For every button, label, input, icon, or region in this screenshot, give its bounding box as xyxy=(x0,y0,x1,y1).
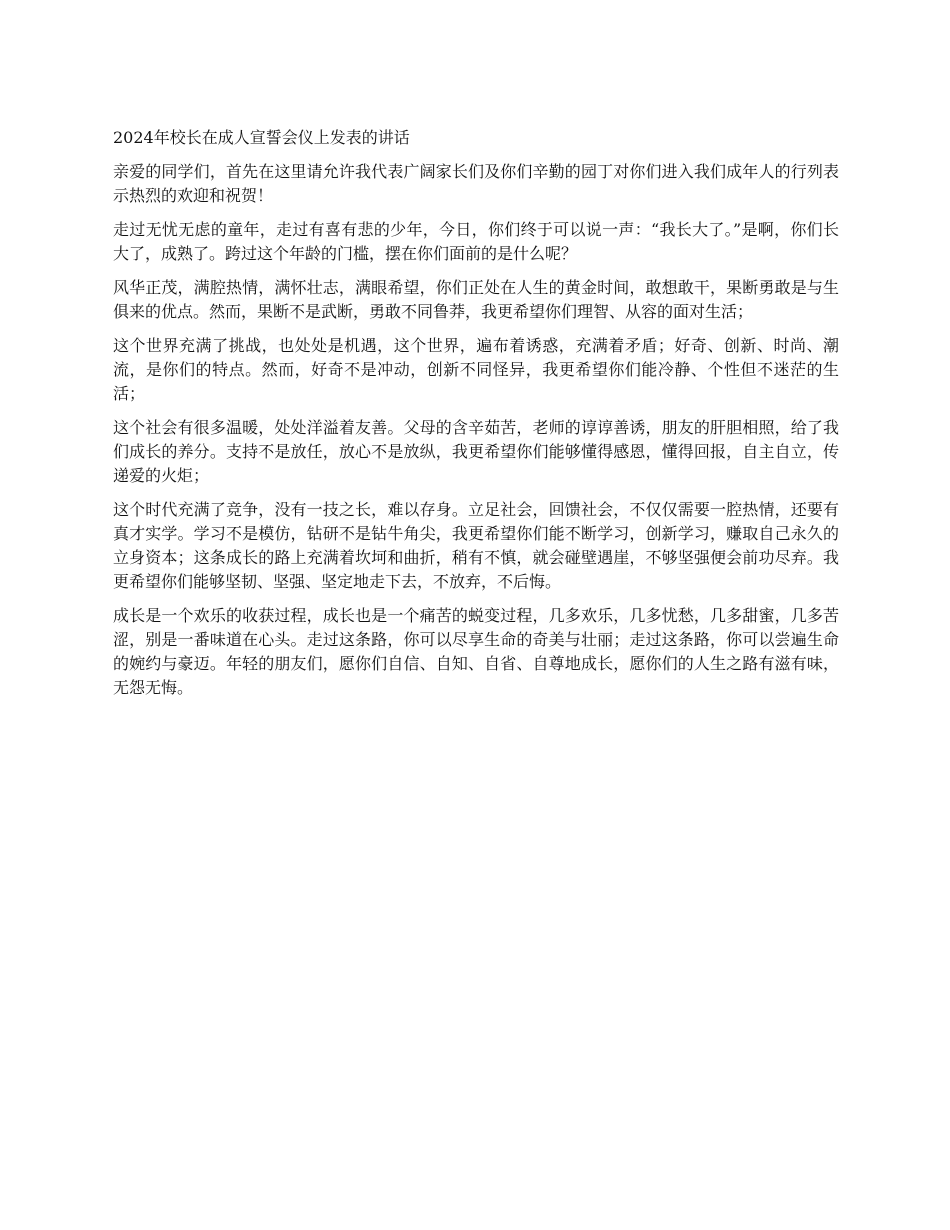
document-title: 2024年校长在成人宣誓会仪上发表的讲话 xyxy=(113,128,410,147)
paragraph-world: 这个世界充满了挑战，也处处是机遇，这个世界，遍布着诱惑，充满着矛盾；好奇、创新、时尚、潮流，是你们的特点。然而，好奇不是冲动，创新不同怪异，我更希望你们能冷静、个性但不迷茫的生活； xyxy=(113,336,839,403)
paragraph-era: 这个时代充满了竞争，没有一技之长，难以存身。立足社会，回馈社会，不仅仅需要一腔热情，还要有真才实学。学习不是模仿，钻研不是钻牛角尖，我更希望你们能不断学习，创新学习，赚取自己永久的立身资本；这条成长的路上充满着坎坷和曲折，稍有不慎，就会碰壁遇崖，不够坚强便会前功尽弃。我更希望你们能够坚韧、坚强、坚定地走下去，不放弃，不后悔。 xyxy=(113,500,839,591)
paragraph-youth: 风华正茂，满腔热情，满怀壮志，满眼希望，你们正处在人生的黄金时间，敢想敢干，果断勇敢是与生俱来的优点。然而，果断不是武断，勇敢不同鲁莽，我更希望你们理智、从容的面对生活； xyxy=(113,278,839,321)
paragraph-greeting: 亲爱的同学们，首先在这里请允许我代表广阔家长们及你们辛勤的园丁对你们进入我们成年人的行列表示热烈的欢迎和祝贺！ xyxy=(113,162,839,205)
paragraph-growing-up: 走过无忧无虑的童年，走过有喜有悲的少年，今日，你们终于可以说一声：“我长大了。”是啊，你们长大了，成熟了。跨过这个年龄的门槛，摆在你们面前的是什么呢？ xyxy=(113,220,839,263)
document-page xyxy=(113,126,839,710)
paragraph-society: 这个社会有很多温暖，处处洋溢着友善。父母的含辛茹苦，老师的谆谆善诱，朋友的肝胆相照，给了我们成长的养分。支持不是放任，放心不是放纵，我更希望你们能够懂得感恩，懂得回报，自主自立，传递爱的火炬； xyxy=(113,418,839,485)
paragraph-closing: 成长是一个欢乐的收获过程，成长也是一个痛苦的蜕变过程，几多欢乐，几多忧愁，几多甜蜜，几多苦涩，别是一番味道在心头。走过这条路，你可以尽享生命的奇美与壮丽；走过这条路，你可以尝遍生命的婉约与豪迈。年轻的朋友们，愿你们自信、自知、自省、自尊地成长，愿你们的人生之路有滋有味，无怨无悔。 xyxy=(113,606,839,697)
